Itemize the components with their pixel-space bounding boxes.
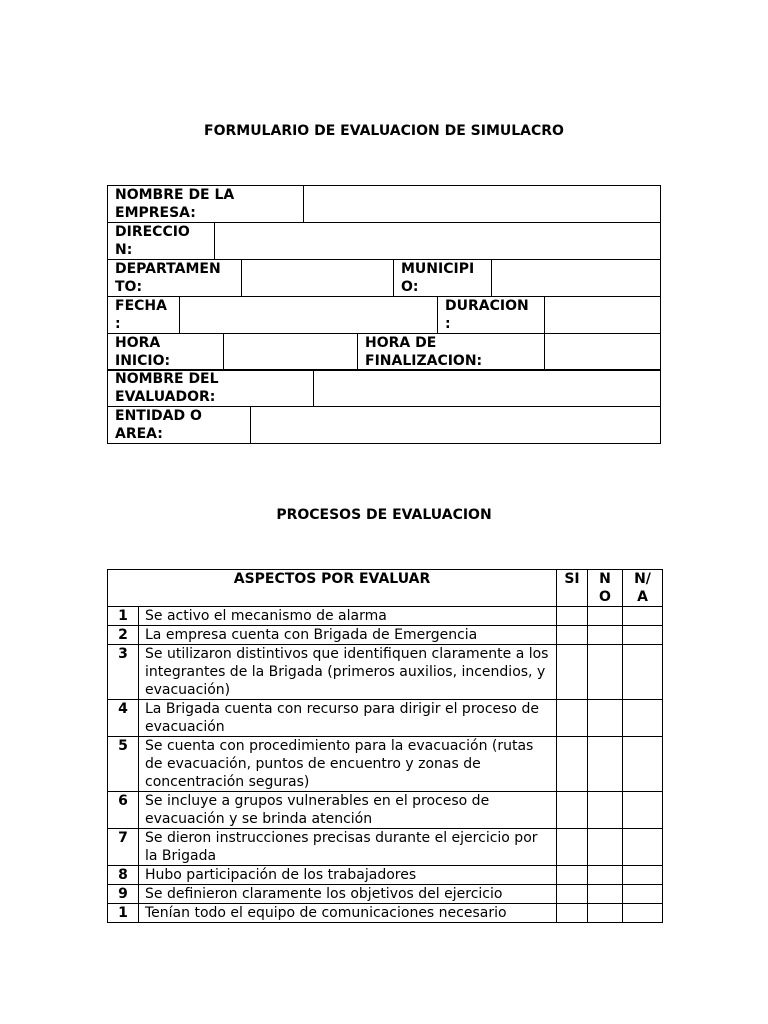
answer-si-cell[interactable] xyxy=(557,829,588,866)
answer-na-cell[interactable] xyxy=(623,607,663,626)
direccion-value-field[interactable] xyxy=(214,223,660,259)
answer-si-cell[interactable] xyxy=(557,866,588,885)
answer-no-cell[interactable] xyxy=(588,885,623,904)
aspect-text: Se activo el mecanismo de alarma xyxy=(139,607,557,626)
entidad-value-field[interactable] xyxy=(250,407,660,443)
row-number: 4 xyxy=(108,700,139,737)
direccion-label: DIRECCIO N: xyxy=(115,224,190,258)
row-empresa xyxy=(107,185,661,223)
hora-fin-label-cell xyxy=(357,334,544,370)
answer-si-cell[interactable] xyxy=(557,737,588,792)
answer-no-cell[interactable] xyxy=(588,866,623,885)
answer-no-cell[interactable] xyxy=(588,607,623,626)
row-number: 5 xyxy=(108,737,139,792)
section-title: PROCESOS DE EVALUACION xyxy=(276,507,492,523)
direccion-label-cell xyxy=(108,223,214,259)
aspect-text: Hubo participación de los trabajadores xyxy=(139,866,557,885)
evaluation-table xyxy=(107,569,663,923)
row-number: 2 xyxy=(108,626,139,645)
answer-si-cell[interactable] xyxy=(557,645,588,700)
answer-na-cell[interactable] xyxy=(623,700,663,737)
entidad-label-cell xyxy=(108,407,250,443)
aspect-text: Se cuenta con procedimiento para la evacuación (rutas de evacuación, puntos de encuentro y zonas de concentración seguras) xyxy=(139,737,557,792)
evaluation-row xyxy=(108,866,663,885)
entidad-label: ENTIDAD O AREA: xyxy=(115,408,202,442)
aspect-text: Se incluye a grupos vulnerables en el proceso de evacuación y se brinda atención xyxy=(139,792,557,829)
row-number: 9 xyxy=(108,885,139,904)
empresa-label-cell xyxy=(108,186,303,222)
municipio-label: MUNICIPI O: xyxy=(401,261,475,295)
aspect-text: Se utilizaron distintivos que identifiquen claramente a los integrantes de la Brigada (primeros auxilios, incendios, y evacuación) xyxy=(139,645,557,700)
evaluation-row xyxy=(108,737,663,792)
duracion-label-cell xyxy=(437,297,544,333)
evaluador-label: NOMBRE DEL EVALUADOR: xyxy=(115,371,219,405)
row-number: 1 xyxy=(108,904,139,923)
row-fecha xyxy=(107,296,661,334)
answer-no-cell[interactable] xyxy=(588,645,623,700)
row-number: 6 xyxy=(108,792,139,829)
answer-no-cell[interactable] xyxy=(588,626,623,645)
answer-si-cell[interactable] xyxy=(557,700,588,737)
hora-inicio-value-field[interactable] xyxy=(223,334,357,370)
departamento-label: DEPARTAMEN TO: xyxy=(115,261,221,295)
hora-inicio-label: HORA INICIO: xyxy=(115,335,171,369)
fecha-label: FECHA : xyxy=(115,298,167,332)
answer-no-cell[interactable] xyxy=(588,904,623,923)
header-na: N/ A xyxy=(623,570,663,607)
row-horas xyxy=(107,333,661,371)
answer-no-cell[interactable] xyxy=(588,792,623,829)
fecha-label-cell xyxy=(108,297,179,333)
row-direccion xyxy=(107,222,661,260)
answer-si-cell[interactable] xyxy=(557,607,588,626)
row-number: 3 xyxy=(108,645,139,700)
municipio-label-cell xyxy=(393,260,491,296)
header-aspects: ASPECTOS POR EVALUAR xyxy=(108,570,557,607)
hora-fin-value-field[interactable] xyxy=(544,334,660,370)
row-entidad xyxy=(107,406,661,444)
evaluation-row xyxy=(108,700,663,737)
evaluation-row xyxy=(108,904,663,923)
evaluation-row xyxy=(108,885,663,904)
fecha-value-field[interactable] xyxy=(179,297,437,333)
empresa-value-field[interactable] xyxy=(303,186,660,222)
evaluation-row xyxy=(108,792,663,829)
evaluation-header-row xyxy=(108,570,663,607)
row-departamento xyxy=(107,259,661,297)
answer-no-cell[interactable] xyxy=(588,829,623,866)
answer-na-cell[interactable] xyxy=(623,904,663,923)
answer-si-cell[interactable] xyxy=(557,792,588,829)
header-no: N O xyxy=(588,570,623,607)
aspect-text: La empresa cuenta con Brigada de Emergencia xyxy=(139,626,557,645)
duracion-value-field[interactable] xyxy=(544,297,660,333)
evaluation-row xyxy=(108,607,663,626)
row-evaluador xyxy=(107,369,661,407)
answer-no-cell[interactable] xyxy=(588,737,623,792)
answer-na-cell[interactable] xyxy=(623,626,663,645)
hora-fin-label: HORA DE FINALIZACION: xyxy=(365,335,483,369)
aspect-text: Se definieron claramente los objetivos del ejercicio xyxy=(139,885,557,904)
evaluador-label-cell xyxy=(108,370,313,406)
answer-na-cell[interactable] xyxy=(623,737,663,792)
empresa-label: NOMBRE DE LA EMPRESA: xyxy=(115,187,235,221)
aspect-text: La Brigada cuenta con recurso para dirigir el proceso de evacuación xyxy=(139,700,557,737)
document-title: FORMULARIO DE EVALUACION DE SIMULACRO xyxy=(204,123,564,139)
row-number: 7 xyxy=(108,829,139,866)
answer-si-cell[interactable] xyxy=(557,885,588,904)
answer-na-cell[interactable] xyxy=(623,866,663,885)
hora-inicio-label-cell xyxy=(108,334,223,370)
aspect-text: Tenían todo el equipo de comunicaciones necesario xyxy=(139,904,557,923)
answer-na-cell[interactable] xyxy=(623,885,663,904)
evaluation-row xyxy=(108,829,663,866)
header-si: SI xyxy=(557,570,588,607)
row-number: 8 xyxy=(108,866,139,885)
evaluation-row xyxy=(108,626,663,645)
evaluador-value-field[interactable] xyxy=(313,370,660,406)
duracion-label: DURACION : xyxy=(445,298,529,332)
municipio-value-field[interactable] xyxy=(491,260,660,296)
answer-na-cell[interactable] xyxy=(623,792,663,829)
answer-si-cell[interactable] xyxy=(557,626,588,645)
aspect-text: Se dieron instrucciones precisas durante el ejercicio por la Brigada xyxy=(139,829,557,866)
answer-no-cell[interactable] xyxy=(588,700,623,737)
departamento-label-cell xyxy=(108,260,241,296)
answer-na-cell[interactable] xyxy=(623,829,663,866)
departamento-value-field[interactable] xyxy=(241,260,393,296)
evaluation-row xyxy=(108,645,663,700)
answer-na-cell[interactable] xyxy=(623,645,663,700)
answer-si-cell[interactable] xyxy=(557,904,588,923)
row-number: 1 xyxy=(108,607,139,626)
